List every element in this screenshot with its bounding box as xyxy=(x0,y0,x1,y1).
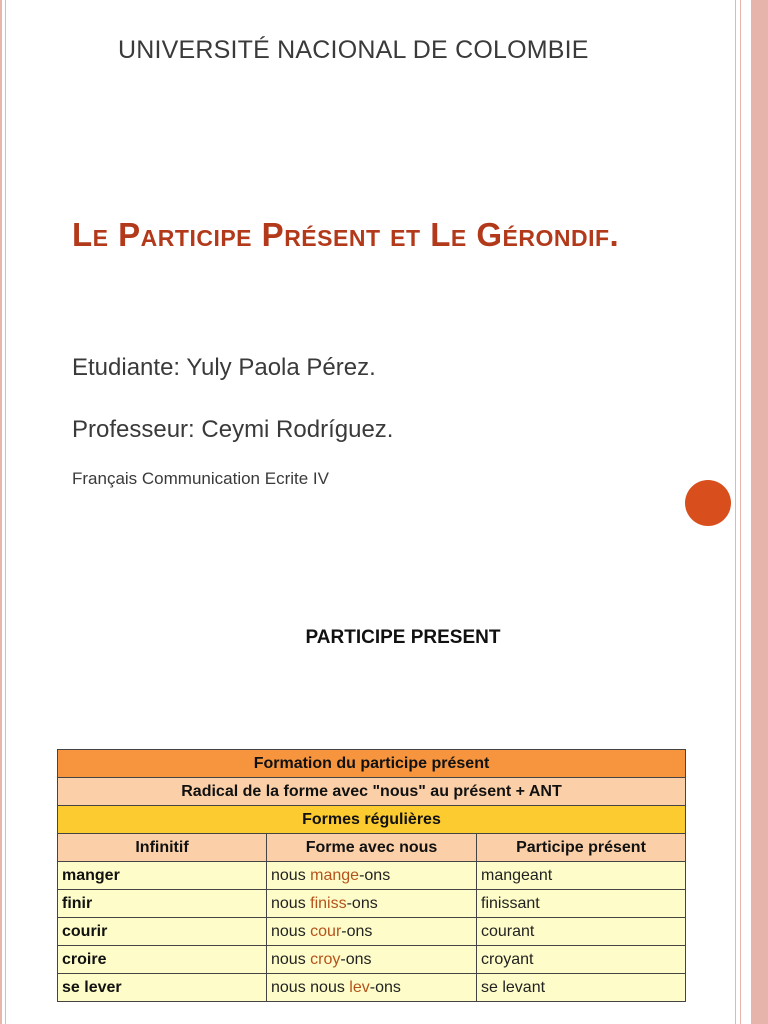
nous-prefix: nous xyxy=(271,894,311,912)
table-row xyxy=(58,862,686,890)
table-rule-row xyxy=(58,778,686,806)
nous-form-cell xyxy=(267,890,477,918)
participle-cell: se levant xyxy=(477,974,686,1002)
column-header-infinitive: Infinitif xyxy=(58,834,267,862)
table-row xyxy=(58,974,686,1002)
nous-form-cell xyxy=(267,946,477,974)
nous-suffix: -ons xyxy=(359,866,391,884)
nous-prefix: nous xyxy=(271,866,311,884)
infinitive-cell: manger xyxy=(58,862,267,890)
participle-cell: mangeant xyxy=(477,862,686,890)
left-border-outer xyxy=(0,0,2,1024)
infinitive-cell: courir xyxy=(58,918,267,946)
table-header-row xyxy=(58,834,686,862)
nous-stem: croy xyxy=(310,950,341,968)
right-border-line-1 xyxy=(735,0,736,1024)
table-rule: Radical de la forme avec "nous" au présent + ANT xyxy=(58,778,686,806)
table-row xyxy=(58,890,686,918)
nous-stem: lev xyxy=(349,978,370,996)
table-row xyxy=(58,918,686,946)
infinitive-cell: se lever xyxy=(58,974,267,1002)
university-name: UNIVERSITÉ NACIONAL DE COLOMBIE xyxy=(118,36,589,64)
nous-suffix: -ons xyxy=(340,950,372,968)
student-name: Etudiante: Yuly Paola Pérez. xyxy=(72,354,376,381)
column-header-participle: Participe présent xyxy=(477,834,686,862)
nous-stem: mange xyxy=(310,866,360,884)
right-border-band xyxy=(751,0,768,1024)
nous-prefix: nous xyxy=(271,950,311,968)
nous-form-cell xyxy=(267,918,477,946)
participle-cell: courant xyxy=(477,918,686,946)
infinitive-cell: croire xyxy=(58,946,267,974)
table-title-row xyxy=(58,750,686,778)
table-subtitle: Formes régulières xyxy=(58,806,686,834)
section-title: PARTICIPE PRESENT xyxy=(305,627,501,648)
nous-suffix: -ons xyxy=(341,922,373,940)
professor-name: Professeur: Ceymi Rodríguez. xyxy=(72,416,394,443)
course-name: Français Communication Ecrite IV xyxy=(72,469,329,488)
table-row xyxy=(58,946,686,974)
participle-cell: croyant xyxy=(477,946,686,974)
column-header-nous-form: Forme avec nous xyxy=(267,834,477,862)
right-border-line-2 xyxy=(740,0,741,1024)
nous-form-cell xyxy=(267,974,477,1002)
nous-prefix: nous nous xyxy=(271,978,350,996)
left-border-inner xyxy=(5,0,6,1024)
nous-form-cell xyxy=(267,862,477,890)
infinitive-cell: finir xyxy=(58,890,267,918)
nous-stem: cour xyxy=(310,922,342,940)
participle-table xyxy=(57,749,686,1002)
nous-suffix: -ons xyxy=(369,978,401,996)
participle-cell: finissant xyxy=(477,890,686,918)
table-subtitle-row xyxy=(58,806,686,834)
nous-prefix: nous xyxy=(271,922,311,940)
page-title: Le Participe Présent et Le Gérondif. xyxy=(72,216,620,253)
nous-suffix: -ons xyxy=(346,894,378,912)
table-title: Formation du participe présent xyxy=(58,750,686,778)
nous-stem: finiss xyxy=(310,894,347,912)
decorative-dot xyxy=(685,480,731,526)
